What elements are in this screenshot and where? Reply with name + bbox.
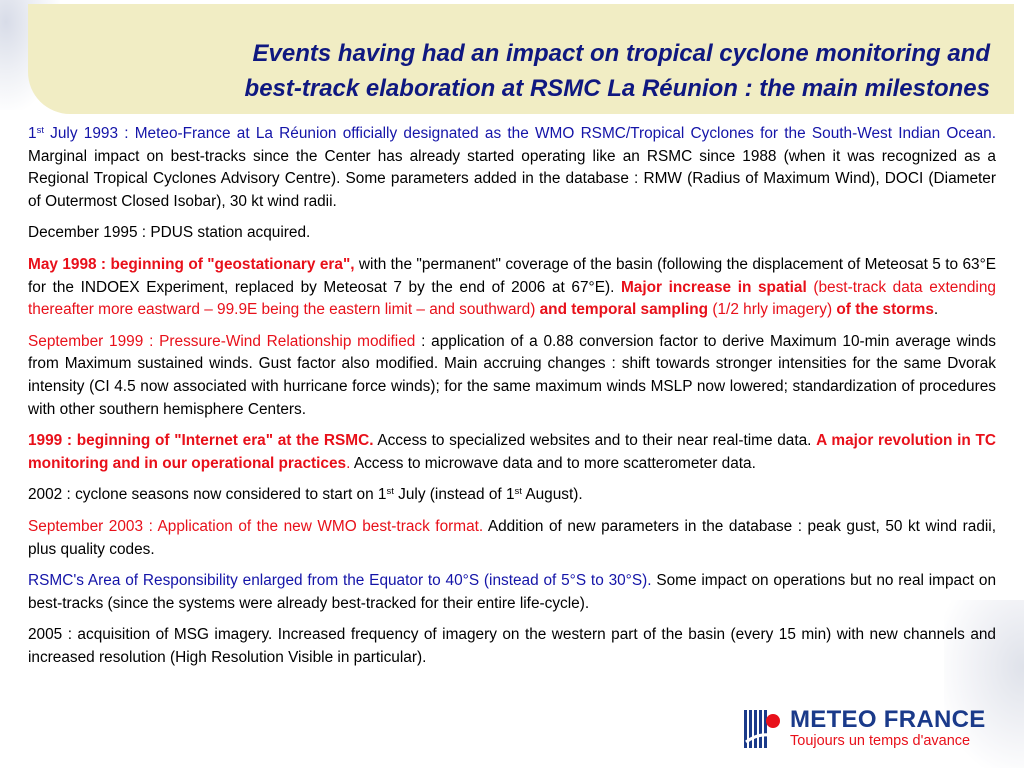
milestone-1999-internet-microwave: Access to microwave data and to more scatterometer data. (350, 454, 756, 472)
logo-name: METEO FRANCE (790, 706, 986, 733)
milestone-1993-date-day: 1 (28, 125, 37, 142)
milestone-aor-detail: Some impact on operations but no real impact on best-tracks (since the systems were already best-tracked for their entire life-cycle). (28, 572, 997, 612)
meteo-france-logo (740, 706, 1006, 754)
milestone-1998-end: . (933, 301, 939, 319)
milestone-1998-title: May 1998 : beginning of "geostationary era", (28, 255, 355, 273)
meteo-france-logo-icon (742, 708, 782, 750)
milestone-aor (28, 570, 996, 615)
milestone-1999-pwr (28, 331, 996, 421)
milestone-1998-spatial-note: (best-track data extending thereafter more eastward – 99.9E being the eastern limit – and southward) (28, 278, 996, 319)
milestone-2002-sup2: st (514, 486, 522, 498)
milestone-2002 (28, 484, 996, 507)
milestone-1999-pwr-detail: : application of a 0.88 conversion factor to derive Maximum 10-min average winds from Maximum sustained winds. Gust factor also modified. Main accruing changes : shift towards stronger intensities for the same Dvorak intensity (CI 4.5 now associated with hurricane force winds); for the same maximum winds MSLP now lowered; standardization of procedures with other southern hemisphere Centers. (28, 332, 996, 418)
milestone-1998-detail: with the "permanent" coverage of the basin (following the displacement of Meteosat 5 to 63°E for the INDOEX Experiment, replaced by Meteosat 7 by the end of 2006 at 67°E). (28, 255, 996, 296)
milestone-1998-storms: of the storms (836, 301, 934, 319)
milestone-1999-pwr-title: September 1999 : Pressure-Wind Relationship modified (28, 332, 416, 350)
milestone-1993-date-sup: st (36, 125, 44, 136)
milestone-aor-title: RSMC's Area of Responsibility enlarged from the Equator to 40°S (instead of 5°S to 30°S). (28, 572, 652, 590)
milestone-1993-detail: Marginal impact on best-tracks since the Center has already started operating like an RSMC since 1988 (when it was recognized as a Regional Tropical Cyclones Advisory Centre). Some parameters added in the database : RMW (Radius of Maximum Wind), DOCI (Diameter of Outermost Closed Isobar), 30 kt wind radii. (28, 147, 996, 210)
milestone-1998 (28, 254, 996, 322)
milestones-body (28, 123, 996, 678)
milestone-1995: December 1995 : PDUS station acquired. (28, 224, 311, 242)
milestone-2002-c: August). (521, 486, 583, 504)
milestone-2002-sup1: st (386, 486, 394, 498)
milestone-1998-temporal-note: (1/2 hrly imagery) (708, 301, 837, 319)
milestone-1998-spatial: Major increase in spatial (620, 278, 807, 296)
milestone-2003-detail: Addition of new parameters in the database : peak gust, 50 kt wind radii, plus quality codes. (28, 517, 996, 558)
milestone-2003 (28, 516, 996, 561)
title-line-1: Events having had an impact on tropical cyclone monitoring and (252, 40, 990, 67)
milestone-2002-a: 2002 : cyclone seasons now considered to start on 1 (28, 486, 387, 504)
milestone-1999-internet-title: 1999 : beginning of "Internet era" at the RSMC. (28, 432, 374, 450)
milestone-1999-internet (28, 430, 996, 475)
milestone-1999-internet-dot: . (346, 454, 351, 472)
milestone-1998-temporal: and temporal sampling (539, 301, 709, 319)
milestone-2003-title: September 2003 : Application of the new WMO best-track format. (28, 517, 484, 535)
milestone-1993-highlight: July 1993 : Meteo-France at La Réunion officially designated as the WMO RSMC/Tropical Cyclones for the South-West Indian Ocean. (43, 125, 996, 142)
slide-title (100, 36, 990, 106)
milestone-1999-internet-revolution: A major revolution in TC monitoring and in our operational practices (28, 432, 996, 472)
logo-slogan: Toujours un temps d'avance (790, 733, 971, 749)
title-line-2: best-track elaboration at RSMC La Réunion : the main milestones (244, 75, 990, 102)
milestone-1993 (28, 123, 996, 213)
milestone-2002-b: July (instead of 1 (393, 486, 515, 504)
milestone-1999-internet-detail: Access to specialized websites and to their near real-time data. (373, 432, 817, 450)
milestone-2005: 2005 : acquisition of MSG imagery. Increased frequency of imagery on the western part of the basin (every 15 min) with new channels and increased resolution (High Resolution Visible in particular). (28, 626, 996, 666)
